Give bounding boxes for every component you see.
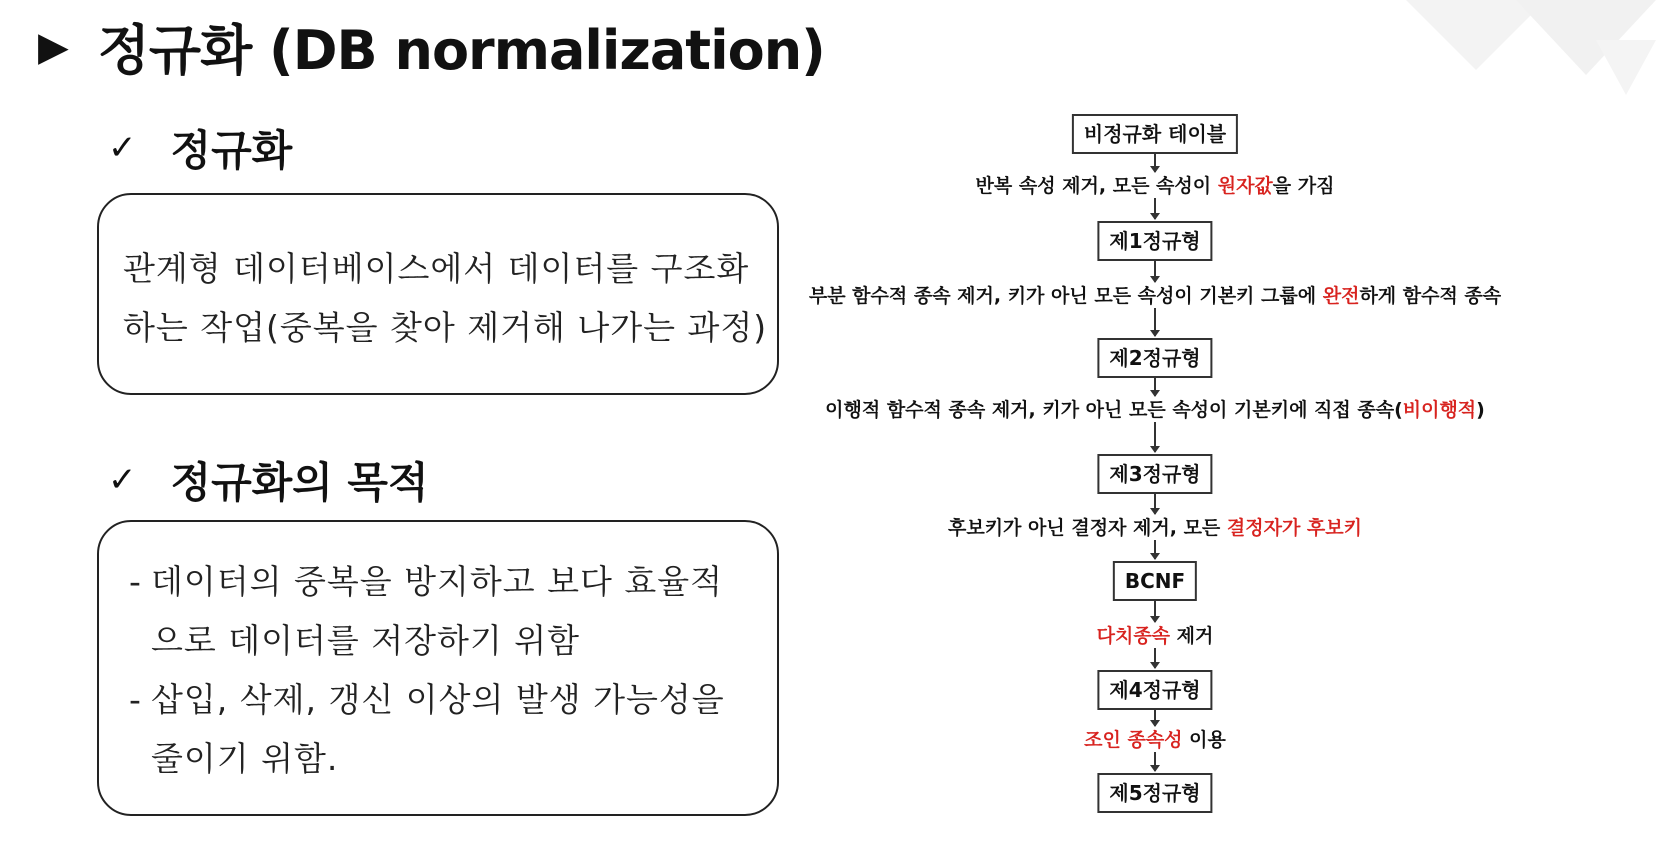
flow-step-label <box>1097 624 1214 648</box>
flow-arrow <box>1154 152 1156 172</box>
definition-box <box>97 193 779 395</box>
flow-arrow <box>1154 376 1156 396</box>
flow-arrow <box>1154 648 1156 668</box>
purpose-item-line: 데이터의 중복을 방지하고 보다 효율적 <box>151 562 724 601</box>
normalization-flowchart <box>808 108 1645 856</box>
section-heading-purpose <box>108 450 429 510</box>
flow-step-label <box>809 284 1501 308</box>
flow-step-highlight: 조인 종속성 <box>1084 729 1183 751</box>
flow-step-text: 이행적 함수적 종속 제거, 키가 아닌 모든 속성이 기본키에 직접 종속( <box>825 399 1403 421</box>
flow-arrow <box>1154 540 1156 559</box>
definition-line: 관계형 데이터베이스에서 데이터를 구조화 <box>123 249 750 288</box>
purpose-item-line: 삽입, 삭제, 갱신 이상의 발생 가능성을 <box>151 680 725 719</box>
flow-step-highlight: 결정자가 후보키 <box>1226 517 1362 539</box>
flow-step-highlight: 비이행적 <box>1402 399 1477 421</box>
flow-node: 제3정규형 <box>1097 454 1212 494</box>
section-heading-normalization <box>108 118 292 178</box>
flow-step-label <box>976 174 1335 198</box>
purpose-item <box>99 552 777 670</box>
flow-node: 제5정규형 <box>1097 773 1212 813</box>
flow-step-text: 부분 함수적 종속 제거, 키가 아닌 모든 속성이 기본키 그룹에 <box>808 285 1323 307</box>
definition-line: 하는 작업(중복을 찾아 제거해 나가는 과정) <box>123 308 768 347</box>
flow-step-text: 이용 <box>1182 729 1226 751</box>
flow-arrow <box>1154 308 1156 336</box>
purpose-item-line: 줄이기 위함. <box>151 739 339 778</box>
flow-step-highlight: 다치종속 <box>1096 625 1171 647</box>
bullet-dash: - <box>129 562 142 601</box>
flow-arrow <box>1154 422 1156 452</box>
checkmark-icon: ✓ <box>108 460 137 500</box>
flow-arrow <box>1154 708 1156 726</box>
page-title <box>38 8 825 85</box>
flow-node: 제1정규형 <box>1097 221 1212 261</box>
flow-step-label <box>948 516 1362 540</box>
background-chevron-decoration <box>1396 0 1656 110</box>
section-heading-text: 정규화의 목적 <box>170 458 429 507</box>
flow-node: 제2정규형 <box>1097 338 1212 378</box>
flow-arrow <box>1154 259 1156 282</box>
flow-step-text: 후보키가 아닌 결정자 제거, 모든 <box>948 517 1227 539</box>
flow-node: BCNF <box>1113 561 1197 601</box>
purpose-box <box>97 520 779 816</box>
flow-step-highlight: 완전 <box>1322 285 1360 307</box>
flow-node: 제4정규형 <box>1097 670 1212 710</box>
flow-arrow <box>1154 492 1156 514</box>
page-title-text: 정규화 (DB normalization) <box>97 19 825 82</box>
bullet-dash: - <box>129 680 142 719</box>
checkmark-icon: ✓ <box>108 128 137 168</box>
section-heading-text: 정규화 <box>170 126 293 175</box>
purpose-item <box>99 670 777 788</box>
flow-step-highlight: 원자값 <box>1217 175 1273 197</box>
flow-node: 비정규화 테이블 <box>1072 114 1238 154</box>
flow-step-text: 을 가짐 <box>1272 175 1335 197</box>
play-triangle-icon: ▶ <box>38 23 68 70</box>
flow-step-text: 제거 <box>1170 625 1214 647</box>
flow-step-text: 하게 함수적 종속 <box>1359 285 1502 307</box>
purpose-item-line: 으로 데이터를 저장하기 위함 <box>151 621 581 660</box>
flow-arrow <box>1154 599 1156 622</box>
flow-step-text: 반복 속성 제거, 모든 속성이 <box>975 175 1218 197</box>
flow-arrow <box>1154 198 1156 219</box>
flow-arrow <box>1154 752 1156 771</box>
flow-step-label <box>825 398 1485 422</box>
flow-step-text: ) <box>1476 399 1485 421</box>
flow-step-label <box>1084 728 1226 752</box>
